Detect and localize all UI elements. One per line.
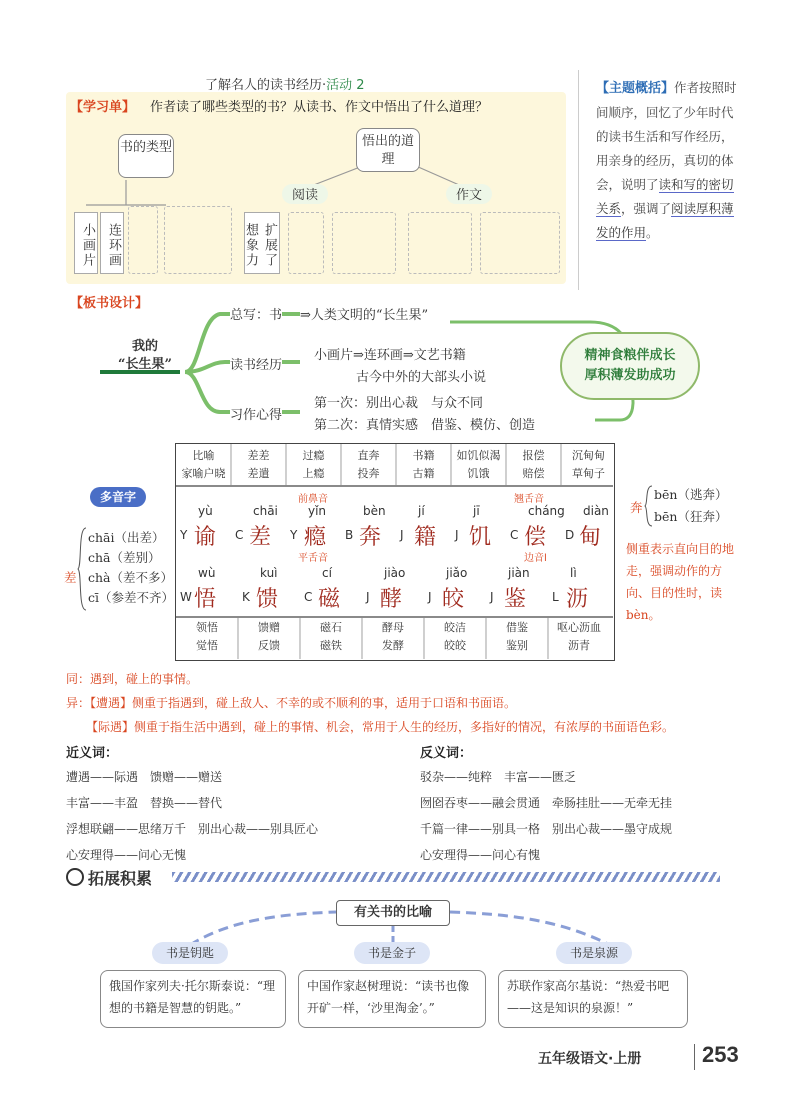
character-table <box>175 443 615 661</box>
top-word-cell: 差差 <box>247 449 270 462</box>
pinyin-label: chāi <box>253 504 278 518</box>
metaphor-quote-2: 中国作家赵树理说：“读书也像开矿一样，‘沙里淘金’。” <box>298 970 486 1028</box>
ben-readings: bēn（逃奔） bēn（狂奔） <box>654 487 728 524</box>
note-flat-tongue: 平舌音 <box>298 553 328 564</box>
top-word-cell: 直奔 <box>357 449 380 462</box>
ben-char: 奔 <box>630 500 643 515</box>
pinyin-label: cháng <box>528 504 565 518</box>
character-谕: 谕 <box>194 525 217 550</box>
character-酵: 酵 <box>380 587 403 612</box>
pinyin-label: kuì <box>260 566 278 580</box>
bottom-word-cell: 磁铁 <box>320 639 342 652</box>
extend-title: 拓展积累 <box>88 869 153 888</box>
pinyin-label: cí <box>322 566 332 580</box>
top-word-cell: 赔偿 <box>522 467 545 480</box>
initial-letter: L <box>552 590 559 604</box>
bottom-word-cell: 觉悟 <box>196 639 218 652</box>
board-branch-3-line-1: 第一次：别出心裁 与众不同 <box>314 396 484 411</box>
bottom-word-cell: 鉴别 <box>506 639 528 652</box>
board-branch-1-label: 总写：书 <box>230 304 282 323</box>
ben-brace <box>643 484 653 528</box>
board-branch-2-line-1: 小画片⇒连环画⇒文艺书籍 <box>314 348 466 363</box>
ben-note: 侧重表示直向目的地走，强调动作的方向、目的性时，读bèn。 <box>626 542 735 622</box>
pinyin-label: jiào <box>384 566 406 580</box>
cha-char: 差 <box>64 570 77 585</box>
blank-cell <box>408 212 472 274</box>
note-edge: 边音l <box>524 553 547 564</box>
metaphor-quote-3: 苏联作家高尔基说：“热爱书吧——这是知识的泉源！” <box>498 970 688 1028</box>
board-branch-3-label: 习作心得 <box>230 404 282 423</box>
antonym-row: 囫囵吞枣——融会贯通 牵肠挂肚——无牵无挂 <box>420 796 673 810</box>
study-sheet-tag: 【学习单】 <box>70 100 136 115</box>
antonyms-title: 反义词： <box>420 746 473 761</box>
blank-cell <box>128 206 158 274</box>
book-types-box: 书的类型 <box>118 134 174 178</box>
reading-label: 阅读 <box>282 184 328 204</box>
cha-brace <box>76 526 88 612</box>
bottom-word-cell: 反馈 <box>258 639 280 652</box>
character-悟: 悟 <box>194 587 217 612</box>
initial-letter: Y <box>180 528 188 542</box>
activity-question: 作者读了哪些类型的书？从读书、作文中悟出了什么道理？ <box>150 100 489 115</box>
character-甸: 甸 <box>579 525 602 550</box>
board-center-title: 我的 “长生果” <box>118 339 172 372</box>
bottom-word-cell: 沥青 <box>568 639 590 652</box>
page-number: 253 <box>702 1042 739 1067</box>
initial-letter: J <box>455 528 459 542</box>
synonym-row: 心安理得——问心无愧 <box>66 848 187 862</box>
initial-letter: K <box>242 590 250 604</box>
bottom-word-cell: 磁石 <box>320 621 342 634</box>
board-branch-1-text: ⇒人类文明的“长生果” <box>300 308 429 323</box>
blank-cell <box>288 212 324 274</box>
top-word-cell: 沉甸甸 <box>572 449 605 462</box>
writing-label: 作文 <box>446 184 492 204</box>
initial-letter: J <box>490 590 494 604</box>
synonym-row: 遭遇——际遇 馈赠——赠送 <box>66 770 223 784</box>
top-word-cell: 如饥似渴 <box>456 449 501 462</box>
pinyin-label: jí <box>418 504 425 518</box>
bottom-word-cell: 呕心沥血 <box>557 621 601 634</box>
blank-cell <box>164 206 232 274</box>
initial-letter: Y <box>290 528 298 542</box>
antonym-row: 心安理得——问心有愧 <box>420 848 541 862</box>
character-奔: 奔 <box>359 525 382 550</box>
pinyin-label: yù <box>198 504 213 518</box>
top-word-cell: 比喻 <box>192 449 215 462</box>
note-line-3: 【际遇】侧重于指生活中遇到，碰上的事情、机会，常用于人生的经历，多指好的情况，有浓厚的书面语色彩。 <box>86 720 675 734</box>
bottom-word-cell: 发酵 <box>382 639 404 652</box>
reading-insight-cell: 扩展了想象力 <box>244 212 280 274</box>
initial-letter: W <box>180 590 192 604</box>
footer-book: 五年级语文·上册 <box>538 1051 642 1067</box>
character-差: 差 <box>249 525 272 550</box>
extend-icon <box>66 868 84 886</box>
bottom-word-cell: 领悟 <box>196 621 218 634</box>
top-word-cell: 饥饿 <box>467 467 490 480</box>
character-饥: 饥 <box>469 525 492 550</box>
top-word-cell: 过瘾 <box>302 449 325 462</box>
bottom-word-cell: 酵母 <box>382 621 404 634</box>
top-word-cell: 上瘾 <box>302 467 325 480</box>
top-word-cell: 投奔 <box>357 467 380 480</box>
initial-letter: B <box>345 528 354 542</box>
insights-box: 悟出的道理 <box>356 128 420 172</box>
note-line-2: 异：【遭遇】侧重于指遇到，碰上敌人、不幸的或不顺利的事，适用于口语和书面语。 <box>66 696 517 710</box>
metaphor-title: 有关书的比喻 <box>336 900 450 926</box>
metaphor-label-1: 书是钥匙 <box>152 942 228 964</box>
polyphonic-badge: 多音字 <box>90 487 146 507</box>
synonyms-title: 近义词： <box>66 746 119 761</box>
initial-letter: J <box>366 590 370 604</box>
note-back-nasal: 前鼻音 <box>298 494 328 505</box>
character-瘾: 瘾 <box>304 525 327 550</box>
pinyin-label: yǐn <box>308 504 327 518</box>
top-word-cell: 草甸子 <box>572 467 605 480</box>
initial-letter: J <box>400 528 404 542</box>
antonym-row: 驳杂——纯粹 丰富——匮乏 <box>420 770 577 784</box>
bottom-word-cell: 馈赠 <box>258 621 280 634</box>
pinyin-label: wù <box>198 566 216 580</box>
extend-stripe <box>172 872 720 882</box>
bottom-word-cell: 皎洁 <box>444 621 466 634</box>
top-word-cell: 家喻户晓 <box>181 467 226 480</box>
board-branch-3-line-2: 第二次：真情实感 借鉴、模仿、创造 <box>314 418 536 433</box>
top-word-cell: 书籍 <box>412 449 435 462</box>
pinyin-label: jiǎo <box>446 566 468 580</box>
note-line-1: 同：遇到，碰上的事情。 <box>66 672 199 686</box>
board-branch-2-line-2: 古今中外的大部头小说 <box>356 370 487 385</box>
metaphor-label-2: 书是金子 <box>354 942 430 964</box>
book-type-cell-1: 小画片 <box>74 212 98 274</box>
blank-cell <box>332 212 396 274</box>
footer-separator <box>694 1044 695 1070</box>
character-鉴: 鉴 <box>504 587 527 612</box>
initial-letter: J <box>428 590 432 604</box>
bottom-word-cell: 皎皎 <box>444 639 466 652</box>
book-type-cell-2: 连环画 <box>100 212 124 274</box>
character-皎: 皎 <box>442 587 465 612</box>
top-word-cell: 差遣 <box>247 467 270 480</box>
top-word-cell: 报偿 <box>522 449 545 462</box>
synonym-row: 浮想联翩——思绪万千 别出心裁——别具匠心 <box>66 822 319 836</box>
board-design-tag: 【板书设计】 <box>70 296 149 311</box>
synonym-row: 丰富——丰盈 替换——替代 <box>66 796 223 810</box>
character-籍: 籍 <box>414 525 437 550</box>
cha-readings: chāi（出差） chā（差别） chà（差不多） cī（参差不齐） <box>88 530 174 605</box>
theme-separator <box>578 70 579 290</box>
top-word-cell: 古籍 <box>412 467 435 480</box>
board-branch-2-label: 读书经历 <box>230 354 282 373</box>
metaphor-label-3: 书是泉源 <box>556 942 632 964</box>
antonym-row: 千篇一律——别具一格 别出心裁——墨守成规 <box>420 822 673 836</box>
pinyin-label: jiàn <box>508 566 530 580</box>
initial-letter: D <box>565 528 575 542</box>
pinyin-label: jī <box>473 504 480 518</box>
blank-cell <box>480 212 560 274</box>
bottom-word-cell: 借鉴 <box>506 621 528 634</box>
character-偿: 偿 <box>524 525 547 550</box>
note-retroflex: 翘舌音 <box>514 494 544 505</box>
metaphor-quote-1: 俄国作家列夫·托尔斯泰说：“理想的书籍是智慧的钥匙。” <box>100 970 286 1028</box>
initial-letter: C <box>510 528 519 542</box>
theme-summary: 【主题概括】作者按照时间顺序，回忆了少年时代的读书生活和写作经历，用亲身的经历，真切的体会，说明了读和写的密切关系，强调了阅读厚积薄发的作用。 <box>596 80 737 240</box>
pinyin-label: bèn <box>363 504 386 518</box>
character-磁: 磁 <box>318 587 341 612</box>
character-沥: 沥 <box>566 587 589 612</box>
pinyin-label: lì <box>570 566 577 580</box>
character-馈: 馈 <box>256 587 279 612</box>
initial-letter: C <box>304 590 313 604</box>
initial-letter: C <box>235 528 244 542</box>
board-conclusion-cloud: 精神食粮伴成长 厚积薄发助成功 <box>560 332 700 400</box>
activity-title: 了解名人的读书经历·活动 2 <box>205 78 365 93</box>
pinyin-label: diàn <box>583 504 609 518</box>
theme-tag: 【主题概括】 <box>596 81 675 96</box>
